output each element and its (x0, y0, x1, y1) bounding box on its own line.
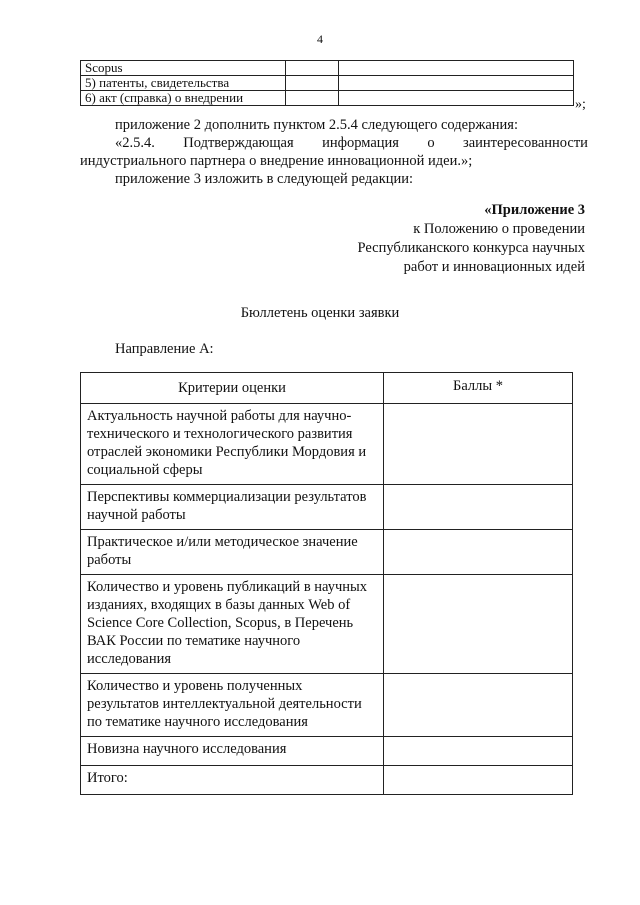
appendix-block (358, 201, 586, 277)
paragraph-appendix-2: приложение 2 дополнить пунктом 2.5.4 следующего содержания: (115, 117, 518, 133)
score-cell (384, 575, 573, 674)
paragraph-2-5-4: «2.5.4. Подтверждающая информация о заинтересованности (115, 135, 588, 151)
table-row (81, 61, 574, 76)
table-cell (339, 76, 574, 91)
table-closing-quote: »; (575, 97, 586, 112)
header-score: Баллы * (384, 373, 573, 404)
table-cell: Scopus (81, 61, 286, 76)
table-cell (286, 76, 339, 91)
table-cell: 5) патенты, свидетельства (81, 76, 286, 91)
paragraph-appendix-3: приложение 3 изложить в следующей редакции: (115, 171, 414, 187)
publications-table (80, 60, 574, 106)
table-row (81, 91, 574, 106)
appendix-line: работ и инновационных идей (403, 259, 585, 275)
score-cell (384, 404, 573, 485)
score-cell (384, 530, 573, 575)
table-cell (339, 91, 574, 106)
criteria-cell: Практическое и/или методическое значение работы (81, 530, 384, 575)
appendix-line: Республиканского конкурса научных (357, 240, 585, 256)
table-row (81, 530, 573, 575)
score-cell (384, 737, 573, 766)
criteria-cell: Итого: (81, 766, 384, 795)
table-row (81, 575, 573, 674)
criteria-cell: Перспективы коммерциализации результатов научной работы (81, 485, 384, 530)
table-row (81, 766, 573, 795)
table-row (81, 737, 573, 766)
header-criteria: Критерии оценки (81, 373, 384, 404)
appendix-line: к Положению о проведении (413, 221, 585, 237)
criteria-cell: Количество и уровень полученных результатов интеллектуальной деятельности по тематике научного исследования (81, 674, 384, 737)
paragraph-2-5-4-continued: индустриального партнера о внедрение инновационной идеи.»; (80, 153, 473, 169)
table-header-row (81, 373, 573, 404)
score-cell (384, 674, 573, 737)
table-cell (339, 61, 574, 76)
appendix-title: «Приложение 3 (484, 202, 585, 218)
criteria-cell: Актуальность научной работы для научно-технического и технологического развития отраслей экономики Республики Мордовия и социальной сферы (81, 404, 384, 485)
table-row (81, 485, 573, 530)
score-cell (384, 766, 573, 795)
direction-label: Направление А: (115, 341, 214, 357)
table-row (81, 404, 573, 485)
page-number: 4 (317, 32, 323, 46)
criteria-cell: Количество и уровень публикаций в научных изданиях, входящих в базы данных Web of Science Core Collection, Scopus, в Перечень ВАК России по тематике научного исследования (81, 575, 384, 674)
score-table (80, 372, 573, 795)
table-row (81, 76, 574, 91)
criteria-cell: Новизна научного исследования (81, 737, 384, 766)
document-heading: Бюллетень оценки заявки (240, 305, 400, 321)
table-cell: 6) акт (справка) о внедрении (81, 91, 286, 106)
table-cell (286, 61, 339, 76)
table-cell (286, 91, 339, 106)
table-row (81, 674, 573, 737)
score-cell (384, 485, 573, 530)
